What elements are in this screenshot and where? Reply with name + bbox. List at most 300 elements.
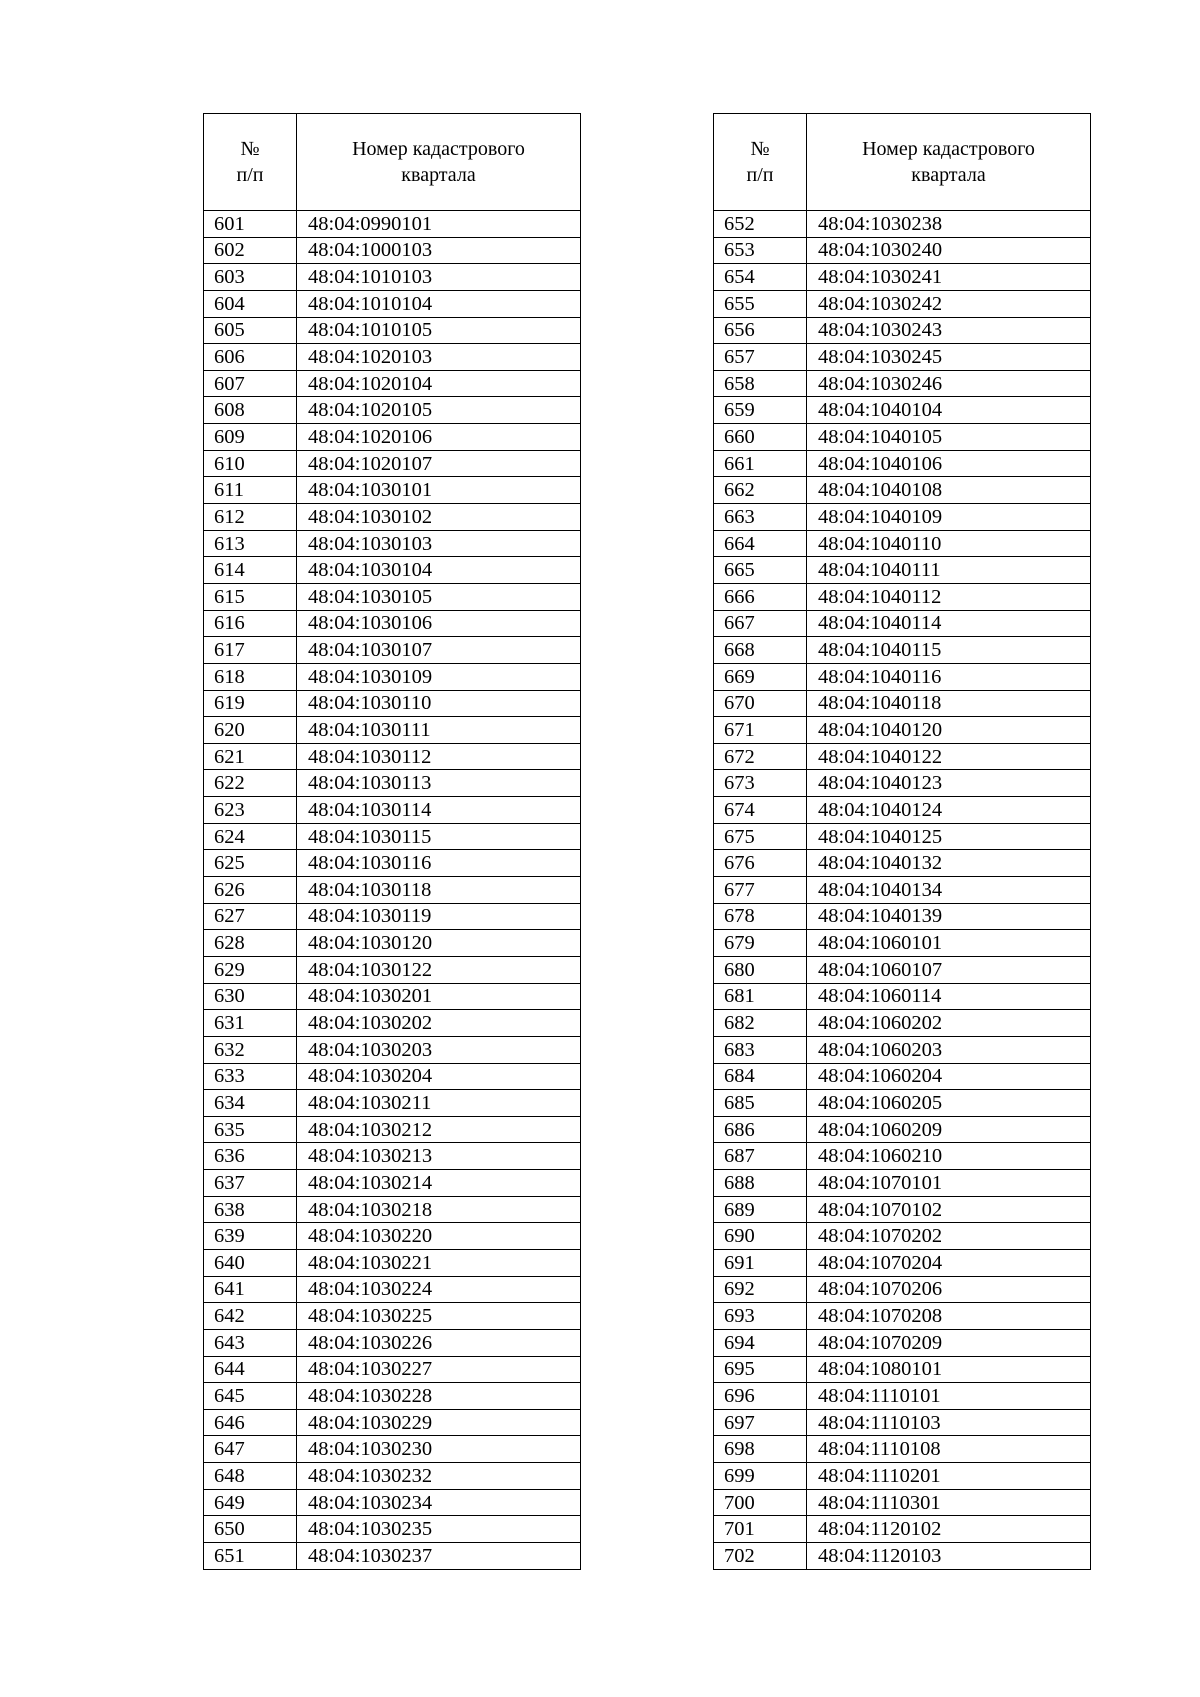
row-number-cell: 628 (204, 930, 297, 957)
row-number-cell: 666 (714, 583, 807, 610)
cadastral-number-cell: 48:04:1040123 (807, 770, 1091, 797)
table-row (204, 770, 581, 797)
row-number-cell: 638 (204, 1196, 297, 1223)
cadastral-number-cell: 48:04:1030212 (297, 1116, 581, 1143)
table-row (204, 717, 581, 744)
row-number-cell: 631 (204, 1010, 297, 1037)
table-row (714, 424, 1091, 451)
table-row (714, 290, 1091, 317)
row-number-cell: 604 (204, 290, 297, 317)
row-number-cell: 656 (714, 317, 807, 344)
table-row (714, 317, 1091, 344)
table-row (204, 583, 581, 610)
cadastral-number-cell: 48:04:1040115 (807, 637, 1091, 664)
table-row (714, 983, 1091, 1010)
row-number-cell: 687 (714, 1143, 807, 1170)
row-number-cell: 690 (714, 1223, 807, 1250)
cadastral-number-cell: 48:04:1030220 (297, 1223, 581, 1250)
cadastral-number-cell: 48:04:1030105 (297, 583, 581, 610)
cadastral-number-cell: 48:04:1030243 (807, 317, 1091, 344)
table-row (714, 1409, 1091, 1436)
row-number-cell: 637 (204, 1170, 297, 1197)
cadastral-number-cell: 48:04:1020103 (297, 344, 581, 371)
table-row (714, 690, 1091, 717)
table-row (204, 1223, 581, 1250)
table-row (714, 770, 1091, 797)
table-row (204, 637, 581, 664)
cadastral-number-cell: 48:04:1070204 (807, 1249, 1091, 1276)
cadastral-number-cell: 48:04:1030113 (297, 770, 581, 797)
cadastral-number-cell: 48:04:1030214 (297, 1170, 581, 1197)
row-number-cell: 645 (204, 1383, 297, 1410)
row-number-cell: 689 (714, 1196, 807, 1223)
row-number-cell: 641 (204, 1276, 297, 1303)
cadastral-number-cell: 48:04:1020106 (297, 424, 581, 451)
table-row (204, 370, 581, 397)
cadastral-number-cell: 48:04:1030120 (297, 930, 581, 957)
row-number-cell: 647 (204, 1436, 297, 1463)
header-number-abbrev: п/п (746, 164, 774, 186)
cadastral-number-cell: 48:04:1020104 (297, 370, 581, 397)
header-number-symbol: № (240, 138, 260, 160)
table-row (204, 1383, 581, 1410)
row-number-cell: 601 (204, 211, 297, 238)
table-row (204, 797, 581, 824)
row-number-cell: 682 (714, 1010, 807, 1037)
header-number-abbrev: п/п (236, 164, 264, 186)
table-row (204, 610, 581, 637)
row-number-cell: 658 (714, 370, 807, 397)
table-row (714, 397, 1091, 424)
table-row (714, 1116, 1091, 1143)
row-number-cell: 676 (714, 850, 807, 877)
row-number-cell: 602 (204, 237, 297, 264)
row-number-cell: 653 (714, 237, 807, 264)
cadastral-number-cell: 48:04:1110103 (807, 1409, 1091, 1436)
row-number-cell: 699 (714, 1463, 807, 1490)
table-body-left (204, 211, 581, 1570)
row-number-cell: 679 (714, 930, 807, 957)
cadastral-number-cell: 48:04:1030229 (297, 1409, 581, 1436)
cadastral-number-cell: 48:04:1030104 (297, 557, 581, 584)
row-number-cell: 632 (204, 1036, 297, 1063)
row-number-cell: 662 (714, 477, 807, 504)
row-number-cell: 685 (714, 1090, 807, 1117)
row-number-cell: 623 (204, 797, 297, 824)
table-row (204, 1409, 581, 1436)
row-number-cell: 652 (714, 211, 807, 238)
row-number-cell: 642 (204, 1303, 297, 1330)
cadastral-number-cell: 48:04:1030230 (297, 1436, 581, 1463)
table-row (714, 663, 1091, 690)
table-row (714, 1516, 1091, 1543)
table-row (714, 1010, 1091, 1037)
cadastral-number-cell: 48:04:1060210 (807, 1143, 1091, 1170)
table-row (204, 1543, 581, 1570)
table-row (204, 1329, 581, 1356)
table-row (204, 850, 581, 877)
row-number-cell: 603 (204, 264, 297, 291)
table-row (204, 1463, 581, 1490)
table-row (714, 823, 1091, 850)
table-row (204, 1249, 581, 1276)
row-number-cell: 618 (204, 663, 297, 690)
cadastral-number-cell: 48:04:1030241 (807, 264, 1091, 291)
cadastral-number-cell: 48:04:1030238 (807, 211, 1091, 238)
row-number-cell: 614 (204, 557, 297, 584)
row-number-cell: 646 (204, 1409, 297, 1436)
cadastral-number-cell: 48:04:1040112 (807, 583, 1091, 610)
row-number-cell: 648 (204, 1463, 297, 1490)
cadastral-number-cell: 48:04:1070206 (807, 1276, 1091, 1303)
table-row (204, 424, 581, 451)
row-number-cell: 700 (714, 1489, 807, 1516)
table-row (204, 1356, 581, 1383)
row-number-cell: 657 (714, 344, 807, 371)
cadastral-number-cell: 48:04:1060204 (807, 1063, 1091, 1090)
cadastral-number-cell: 48:04:1030106 (297, 610, 581, 637)
table-row (204, 530, 581, 557)
row-number-cell: 613 (204, 530, 297, 557)
table-row (714, 370, 1091, 397)
row-number-cell: 686 (714, 1116, 807, 1143)
cadastral-number-cell: 48:04:1020107 (297, 450, 581, 477)
table-row (204, 1516, 581, 1543)
cadastral-number-cell: 48:04:1030224 (297, 1276, 581, 1303)
cadastral-number-cell: 48:04:1060209 (807, 1116, 1091, 1143)
row-number-cell: 669 (714, 663, 807, 690)
table-row (714, 1063, 1091, 1090)
table-row (204, 930, 581, 957)
table-row (204, 1116, 581, 1143)
row-number-cell: 683 (714, 1036, 807, 1063)
row-number-cell: 612 (204, 504, 297, 531)
row-number-cell: 672 (714, 743, 807, 770)
cadastral-number-cell: 48:04:1030240 (807, 237, 1091, 264)
table-row (714, 344, 1091, 371)
header-cadastral-line1: Номер кадастрового (352, 138, 525, 160)
cadastral-number-cell: 48:04:1010103 (297, 264, 581, 291)
table-header-row (204, 114, 581, 211)
table-row (714, 956, 1091, 983)
cadastral-number-cell: 48:04:1040120 (807, 717, 1091, 744)
cadastral-number-cell: 48:04:1030227 (297, 1356, 581, 1383)
table-row (714, 1543, 1091, 1570)
row-number-cell: 684 (714, 1063, 807, 1090)
row-number-cell: 607 (204, 370, 297, 397)
table-row (714, 1196, 1091, 1223)
cadastral-number-cell: 48:04:1040125 (807, 823, 1091, 850)
row-number-cell: 673 (714, 770, 807, 797)
header-number-symbol: № (750, 138, 770, 160)
table-row (204, 1489, 581, 1516)
table-body-right (714, 211, 1091, 1570)
table-row (714, 477, 1091, 504)
row-number-cell: 655 (714, 290, 807, 317)
cadastral-number-cell: 48:04:1040105 (807, 424, 1091, 451)
cadastral-number-cell: 48:04:1030102 (297, 504, 581, 531)
row-number-cell: 644 (204, 1356, 297, 1383)
table-row (714, 1463, 1091, 1490)
table-row (204, 264, 581, 291)
cadastral-number-cell: 48:04:1110301 (807, 1489, 1091, 1516)
cadastral-number-cell: 48:04:1030225 (297, 1303, 581, 1330)
cadastral-number-cell: 48:04:1030228 (297, 1383, 581, 1410)
column-header-number (714, 114, 807, 211)
cadastral-number-cell: 48:04:1010104 (297, 290, 581, 317)
table-row (204, 1276, 581, 1303)
table-row (714, 211, 1091, 238)
table-row (204, 477, 581, 504)
table-row (714, 1249, 1091, 1276)
cadastral-number-cell: 48:04:1060205 (807, 1090, 1091, 1117)
cadastral-table-left (203, 113, 581, 1570)
row-number-cell: 608 (204, 397, 297, 424)
table-row (204, 877, 581, 904)
cadastral-number-cell: 48:04:0990101 (297, 211, 581, 238)
table-row (204, 1143, 581, 1170)
row-number-cell: 654 (714, 264, 807, 291)
header-cadastral-line1: Номер кадастрового (862, 138, 1035, 160)
table-row (714, 1276, 1091, 1303)
table-row (714, 1383, 1091, 1410)
row-number-cell: 605 (204, 317, 297, 344)
row-number-cell: 651 (204, 1543, 297, 1570)
row-number-cell: 610 (204, 450, 297, 477)
column-header-cadastral (807, 114, 1091, 211)
cadastral-number-cell: 48:04:1010105 (297, 317, 581, 344)
cadastral-number-cell: 48:04:1030218 (297, 1196, 581, 1223)
row-number-cell: 606 (204, 344, 297, 371)
row-number-cell: 625 (204, 850, 297, 877)
table-row (714, 743, 1091, 770)
row-number-cell: 670 (714, 690, 807, 717)
row-number-cell: 678 (714, 903, 807, 930)
table-row (714, 530, 1091, 557)
row-number-cell: 674 (714, 797, 807, 824)
cadastral-number-cell: 48:04:1070102 (807, 1196, 1091, 1223)
cadastral-number-cell: 48:04:1040134 (807, 877, 1091, 904)
table-row (204, 823, 581, 850)
cadastral-number-cell: 48:04:1030203 (297, 1036, 581, 1063)
table-row (204, 743, 581, 770)
cadastral-number-cell: 48:04:1040116 (807, 663, 1091, 690)
row-number-cell: 693 (714, 1303, 807, 1330)
cadastral-number-cell: 48:04:1070209 (807, 1329, 1091, 1356)
table-header-row (714, 114, 1091, 211)
cadastral-number-cell: 48:04:1110108 (807, 1436, 1091, 1463)
cadastral-number-cell: 48:04:1030107 (297, 637, 581, 664)
cadastral-number-cell: 48:04:1040124 (807, 797, 1091, 824)
cadastral-number-cell: 48:04:1120102 (807, 1516, 1091, 1543)
table-row (204, 504, 581, 531)
header-cadastral-line2: квартала (401, 164, 476, 186)
row-number-cell: 619 (204, 690, 297, 717)
table-row (204, 983, 581, 1010)
cadastral-number-cell: 48:04:1060203 (807, 1036, 1091, 1063)
row-number-cell: 649 (204, 1489, 297, 1516)
table-row (204, 956, 581, 983)
table-row (714, 1436, 1091, 1463)
row-number-cell: 624 (204, 823, 297, 850)
row-number-cell: 609 (204, 424, 297, 451)
row-number-cell: 622 (204, 770, 297, 797)
table-row (204, 397, 581, 424)
table-row (714, 1143, 1091, 1170)
row-number-cell: 694 (714, 1329, 807, 1356)
cadastral-number-cell: 48:04:1030202 (297, 1010, 581, 1037)
table-row (204, 1036, 581, 1063)
row-number-cell: 660 (714, 424, 807, 451)
cadastral-number-cell: 48:04:1030122 (297, 956, 581, 983)
table-row (714, 1356, 1091, 1383)
cadastral-number-cell: 48:04:1030103 (297, 530, 581, 557)
row-number-cell: 617 (204, 637, 297, 664)
table-row (714, 717, 1091, 744)
cadastral-number-cell: 48:04:1070208 (807, 1303, 1091, 1330)
cadastral-number-cell: 48:04:1040106 (807, 450, 1091, 477)
cadastral-number-cell: 48:04:1040111 (807, 557, 1091, 584)
cadastral-number-cell: 48:04:1030211 (297, 1090, 581, 1117)
table-row (714, 557, 1091, 584)
cadastral-number-cell: 48:04:1060202 (807, 1010, 1091, 1037)
cadastral-number-cell: 48:04:1120103 (807, 1543, 1091, 1570)
cadastral-number-cell: 48:04:1030119 (297, 903, 581, 930)
table-row (714, 1090, 1091, 1117)
table-row (714, 504, 1091, 531)
table-row (714, 930, 1091, 957)
table-row (714, 1223, 1091, 1250)
cadastral-number-cell: 48:04:1040110 (807, 530, 1091, 557)
cadastral-number-cell: 48:04:1040139 (807, 903, 1091, 930)
row-number-cell: 698 (714, 1436, 807, 1463)
cadastral-number-cell: 48:04:1110101 (807, 1383, 1091, 1410)
row-number-cell: 640 (204, 1249, 297, 1276)
cadastral-number-cell: 48:04:1040108 (807, 477, 1091, 504)
cadastral-number-cell: 48:04:1030112 (297, 743, 581, 770)
row-number-cell: 664 (714, 530, 807, 557)
column-header-cadastral (297, 114, 581, 211)
cadastral-number-cell: 48:04:1030246 (807, 370, 1091, 397)
cadastral-number-cell: 48:04:1030245 (807, 344, 1091, 371)
table-row (204, 1170, 581, 1197)
row-number-cell: 611 (204, 477, 297, 504)
row-number-cell: 681 (714, 983, 807, 1010)
cadastral-number-cell: 48:04:1030115 (297, 823, 581, 850)
row-number-cell: 639 (204, 1223, 297, 1250)
cadastral-number-cell: 48:04:1030213 (297, 1143, 581, 1170)
row-number-cell: 661 (714, 450, 807, 477)
cadastral-number-cell: 48:04:1110201 (807, 1463, 1091, 1490)
cadastral-number-cell: 48:04:1080101 (807, 1356, 1091, 1383)
row-number-cell: 668 (714, 637, 807, 664)
cadastral-number-cell: 48:04:1070202 (807, 1223, 1091, 1250)
cadastral-number-cell: 48:04:1040122 (807, 743, 1091, 770)
table-row (714, 1170, 1091, 1197)
table-row (714, 850, 1091, 877)
table-row (714, 583, 1091, 610)
table-row (714, 237, 1091, 264)
row-number-cell: 691 (714, 1249, 807, 1276)
table-row (714, 1329, 1091, 1356)
row-number-cell: 627 (204, 903, 297, 930)
table-row (204, 237, 581, 264)
row-number-cell: 630 (204, 983, 297, 1010)
row-number-cell: 629 (204, 956, 297, 983)
table-row (714, 1036, 1091, 1063)
table-row (714, 450, 1091, 477)
table-row (204, 690, 581, 717)
table-row (714, 797, 1091, 824)
table-row (714, 637, 1091, 664)
header-cadastral-line2: квартала (911, 164, 986, 186)
cadastral-number-cell: 48:04:1060107 (807, 956, 1091, 983)
cadastral-number-cell: 48:04:1030235 (297, 1516, 581, 1543)
cadastral-number-cell: 48:04:1030221 (297, 1249, 581, 1276)
cadastral-number-cell: 48:04:1030201 (297, 983, 581, 1010)
table-row (204, 1090, 581, 1117)
row-number-cell: 665 (714, 557, 807, 584)
row-number-cell: 701 (714, 1516, 807, 1543)
row-number-cell: 663 (714, 504, 807, 531)
row-number-cell: 659 (714, 397, 807, 424)
cadastral-number-cell: 48:04:1030101 (297, 477, 581, 504)
row-number-cell: 636 (204, 1143, 297, 1170)
table-row (204, 557, 581, 584)
cadastral-number-cell: 48:04:1040114 (807, 610, 1091, 637)
row-number-cell: 634 (204, 1090, 297, 1117)
table-row (204, 1436, 581, 1463)
cadastral-number-cell: 48:04:1020105 (297, 397, 581, 424)
row-number-cell: 621 (204, 743, 297, 770)
cadastral-number-cell: 48:04:1040132 (807, 850, 1091, 877)
row-number-cell: 688 (714, 1170, 807, 1197)
table-row (714, 903, 1091, 930)
cadastral-table-right (713, 113, 1091, 1570)
column-header-number (204, 114, 297, 211)
row-number-cell: 697 (714, 1409, 807, 1436)
cadastral-number-cell: 48:04:1030110 (297, 690, 581, 717)
row-number-cell: 671 (714, 717, 807, 744)
table-row (714, 610, 1091, 637)
row-number-cell: 696 (714, 1383, 807, 1410)
cadastral-number-cell: 48:04:1030114 (297, 797, 581, 824)
table-row (714, 264, 1091, 291)
cadastral-number-cell: 48:04:1030204 (297, 1063, 581, 1090)
row-number-cell: 702 (714, 1543, 807, 1570)
row-number-cell: 650 (204, 1516, 297, 1543)
cadastral-number-cell: 48:04:1060114 (807, 983, 1091, 1010)
cadastral-number-cell: 48:04:1030242 (807, 290, 1091, 317)
table-row (204, 317, 581, 344)
cadastral-number-cell: 48:04:1040118 (807, 690, 1091, 717)
table-row (204, 1063, 581, 1090)
table-row (204, 290, 581, 317)
cadastral-number-cell: 48:04:1070101 (807, 1170, 1091, 1197)
table-row (204, 903, 581, 930)
row-number-cell: 626 (204, 877, 297, 904)
table-row (204, 663, 581, 690)
table-row (204, 1303, 581, 1330)
table-row (204, 1196, 581, 1223)
table-row (204, 344, 581, 371)
cadastral-number-cell: 48:04:1030237 (297, 1543, 581, 1570)
cadastral-number-cell: 48:04:1030226 (297, 1329, 581, 1356)
cadastral-number-cell: 48:04:1000103 (297, 237, 581, 264)
cadastral-number-cell: 48:04:1030109 (297, 663, 581, 690)
cadastral-number-cell: 48:04:1030118 (297, 877, 581, 904)
row-number-cell: 677 (714, 877, 807, 904)
